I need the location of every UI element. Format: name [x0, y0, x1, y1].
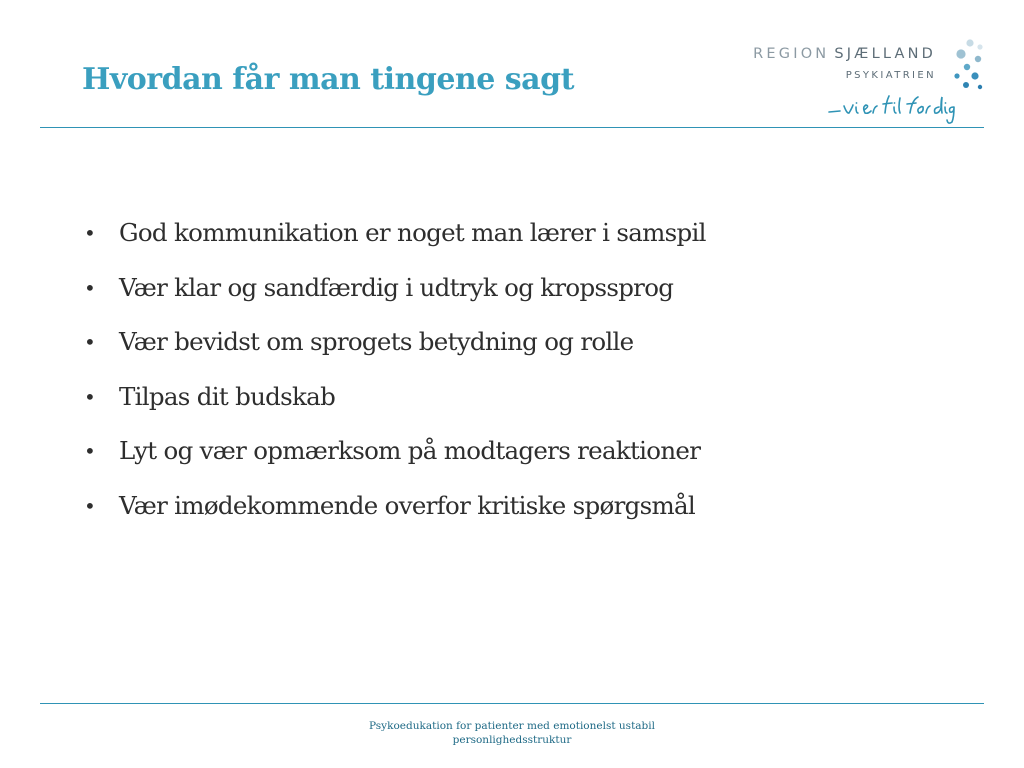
bullet-dot-icon: •	[84, 330, 96, 354]
list-item	[82, 268, 706, 323]
logo-dots-icon	[946, 36, 990, 96]
bullet-text: Lyt og vær opmærksom på modtagers reaktioner	[119, 436, 701, 465]
bullet-text: God kommunikation er noget man lærer i samspil	[119, 218, 706, 247]
footer-line-2: personlighedsstruktur	[452, 734, 572, 746]
bullet-dot-icon: •	[84, 221, 96, 245]
logo-brand-region: REGION	[753, 46, 830, 62]
bullet-dot-icon: •	[84, 275, 96, 300]
logo-tagline-signature	[826, 90, 956, 126]
list-item	[82, 486, 706, 541]
logo-brand	[753, 46, 936, 62]
bullet-dot-icon: •	[84, 384, 96, 409]
bullet-list	[82, 213, 706, 540]
bullet-text: Vær imødekommende overfor kritiske spørgsmål	[119, 490, 696, 520]
footer-divider	[40, 703, 984, 704]
footer-line-1: Psykoedukation for patienter med emotionelst ustabil	[369, 720, 655, 732]
slide-footer	[362, 719, 662, 747]
logo-brand-name: SJÆLLAND	[834, 46, 936, 62]
bullet-dot-icon: •	[84, 439, 96, 463]
bullet-text: Vær bevidst om sprogets betydning og rolle	[119, 327, 634, 356]
bullet-text: Vær klar og sandfærdig i udtryk og kropssprog	[119, 272, 674, 302]
bullet-dot-icon: •	[84, 493, 96, 518]
list-item	[82, 213, 706, 268]
region-sjaelland-logo	[720, 36, 990, 126]
list-item	[82, 377, 706, 432]
list-item	[82, 322, 706, 377]
list-item	[82, 431, 706, 486]
bullet-text: Tilpas dit budskab	[119, 381, 336, 411]
slide-title: Hvordan får man tingene sagt	[82, 62, 574, 97]
title-divider	[40, 127, 984, 128]
logo-division: PSYKIATRIEN	[845, 70, 936, 81]
